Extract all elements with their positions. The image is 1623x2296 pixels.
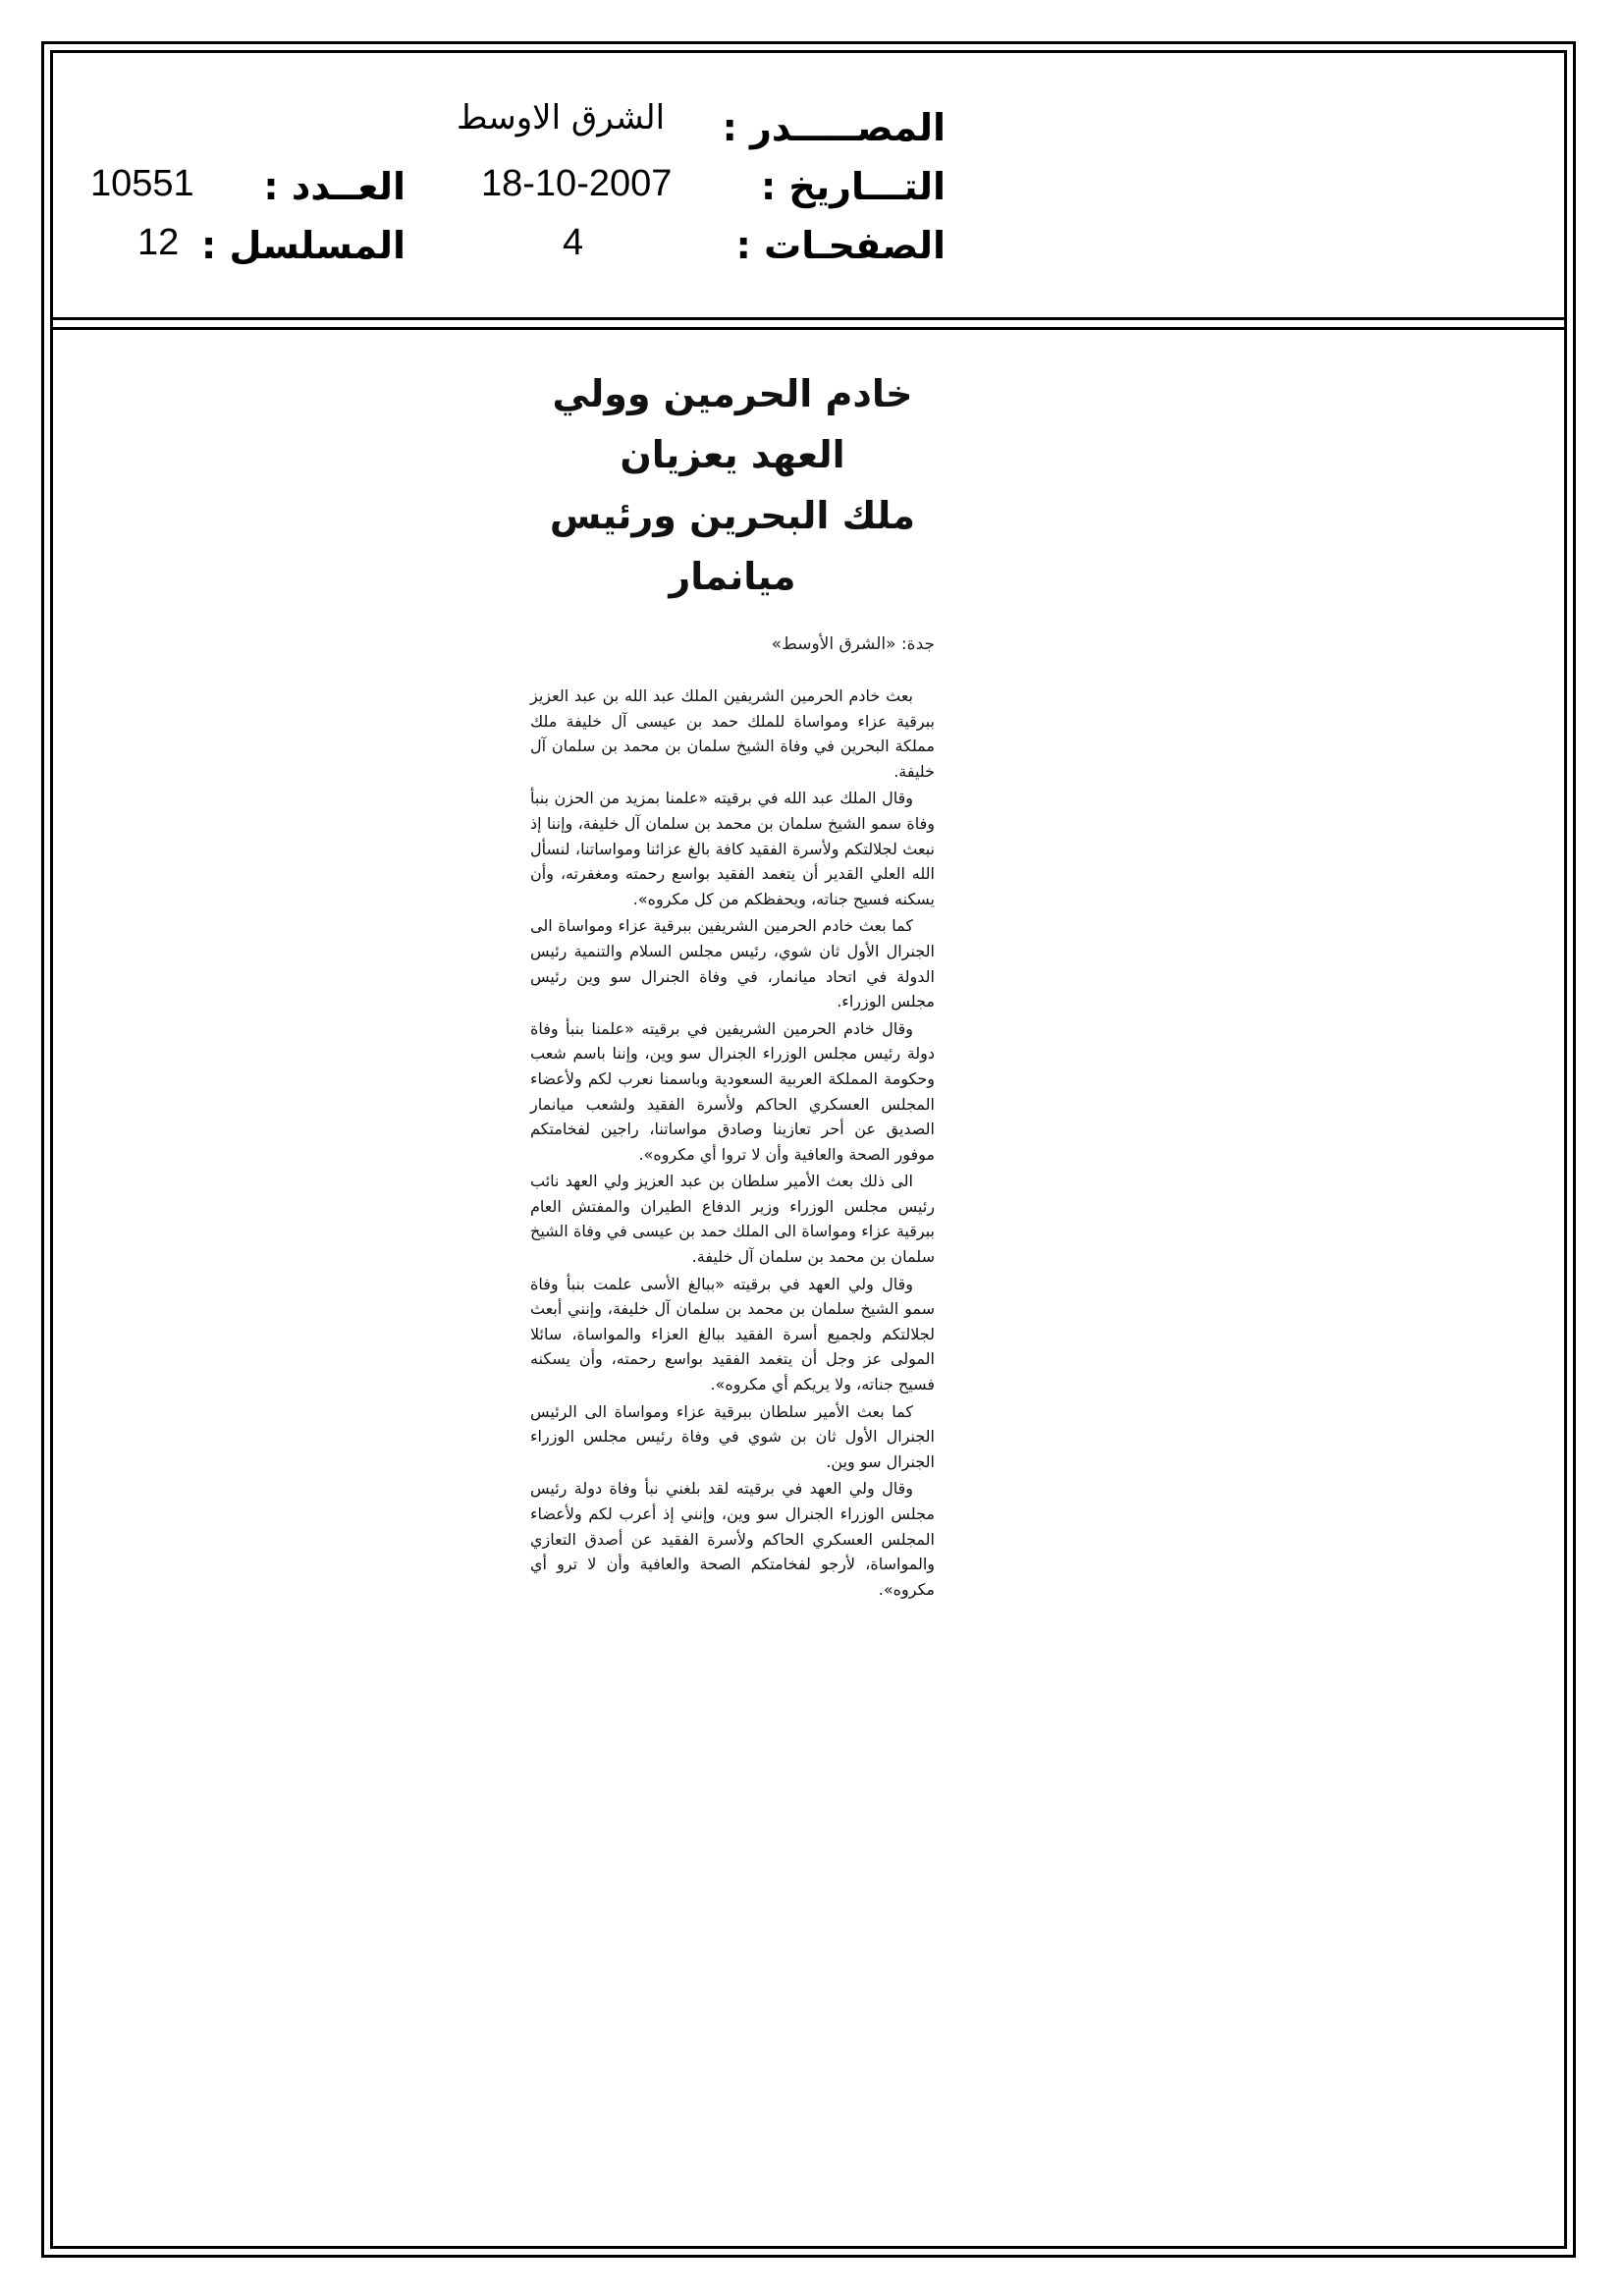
serial-value: 12 [137,222,180,263]
header-divider-inner [50,327,1567,330]
article-body [530,683,935,1602]
article-paragraph: الى ذلك بعث الأمير سلطان بن عبد العزيز ولي العهد نائب رئيس مجلس الوزراء وزير الدفاع الطيران والمفتش العام ببرقية عزاء ومواساة الى الملك حمد بن عيسى في وفاة الشيخ سلمان بن محمد بن سلمان آل خليفة. [530,1172,935,1267]
article-title-line-1: خادم الحرمين وولي العهد يعزيان [552,372,913,476]
article-paragraph: بعث خادم الحرمين الشريفين الملك عبد الله بن عبد العزيز ببرقية عزاء ومواساة للملك حمد بن عيسى آل خليفة ملك مملكة البحرين في وفاة الشيخ سلمان بن محمد بن سلمان آل خليفة. [530,686,935,781]
source-label: المصـــــدر : [722,106,946,149]
article-paragraph: كما بعث الأمير سلطان ببرقية عزاء ومواساة الى الرئيس الجنرال الأول ثان بن شوي في وفاة رئيس مجلس الوزراء الجنرال سو وين. [530,1401,935,1471]
article-paragraph: كما بعث خادم الحرمين الشريفين ببرقية عزاء ومواساة الى الجنرال الأول ثان شوي، رئيس مجلس السلام والتنمية رئيس الدولة في اتحاد ميانمار، في وفاة الجنرال سو وين رئيس مجلس الوزراء. [530,916,935,1011]
article-title-line-2: ملك البحرين ورئيس ميانمار [549,494,916,598]
serial-label: المسلسل : [201,224,406,267]
article-source-line: جدة: «الشرق الأوسط» [771,634,935,654]
issue-value: 10551 [90,163,194,204]
article-paragraph: وقال ولي العهد في برقيته «ببالغ الأسى علمت بنبأ وفاة سمو الشيخ سلمان بن محمد بن سلمان آل خليفة، وإنني أبعث لجلالتكم ولجميع أسرة الفقيد ببالغ العزاء والمواساة، سائلا المولى عز وجل أن يتغمد الفقيد بواسع رحمته، وأن يسكنه فسيح جناته، ولا يريكم أي مكروه». [530,1274,935,1394]
date-label: التـــاريخ : [761,165,946,208]
article-paragraph: وقال ولي العهد في برقيته لقد بلغني نبأ وفاة دولة رئيس مجلس الوزراء الجنرال سو وين، وإنني إذ أعرب لكم ولأعضاء المجلس العسكري الحاكم ولأسرة الفقيد عن أصدق التعازي والمواساة، لأرجو لفخامتكم الصحة والعافية وأن لا ترو أي مكروه». [530,1479,935,1599]
article-paragraph: وقال خادم الحرمين الشريفين في برقيته «علمنا بنبأ وفاة دولة رئيس مجلس الوزراء الجنرال سو وين، وإننا باسم شعب وحكومة المملكة العربية السعودية وباسمنا نعرب لكم ولأعضاء المجلس العسكري الحاكم ولأسرة الفقيد ولشعب ميانمار الصديق عن أحر تعازينا وصادق مواساتنا، راجين لفخامتكم موفور الصحة والعافية وأن لا تروا أي مكروه». [530,1018,935,1164]
header-divider [50,317,1567,320]
date-value: 18-10-2007 [481,163,673,204]
source-value: الشرق الاوسط [457,98,666,137]
article-title [530,363,935,607]
issue-label: العــدد : [263,165,406,208]
article-paragraph: وقال الملك عبد الله في برقيته «علمنا بمزيد من الحزن بنبأ وفاة سمو الشيخ سلمان بن محمد بن سلمان آل خليفة، وإننا إذ نبعث لجلالتكم ولأسرة الفقيد كافة بالغ عزائنا ومواساتنا، لنسأل الله العلي القدير أن يتغمد الفقيد بواسع رحمته ومغفرته، وأن يسكنه فسيح جناته، ويحفظكم من كل مكروه». [530,789,935,908]
newspaper-clipping [530,363,935,1604]
pages-value: 4 [563,222,584,263]
pages-label: الصفحـات : [735,224,946,267]
